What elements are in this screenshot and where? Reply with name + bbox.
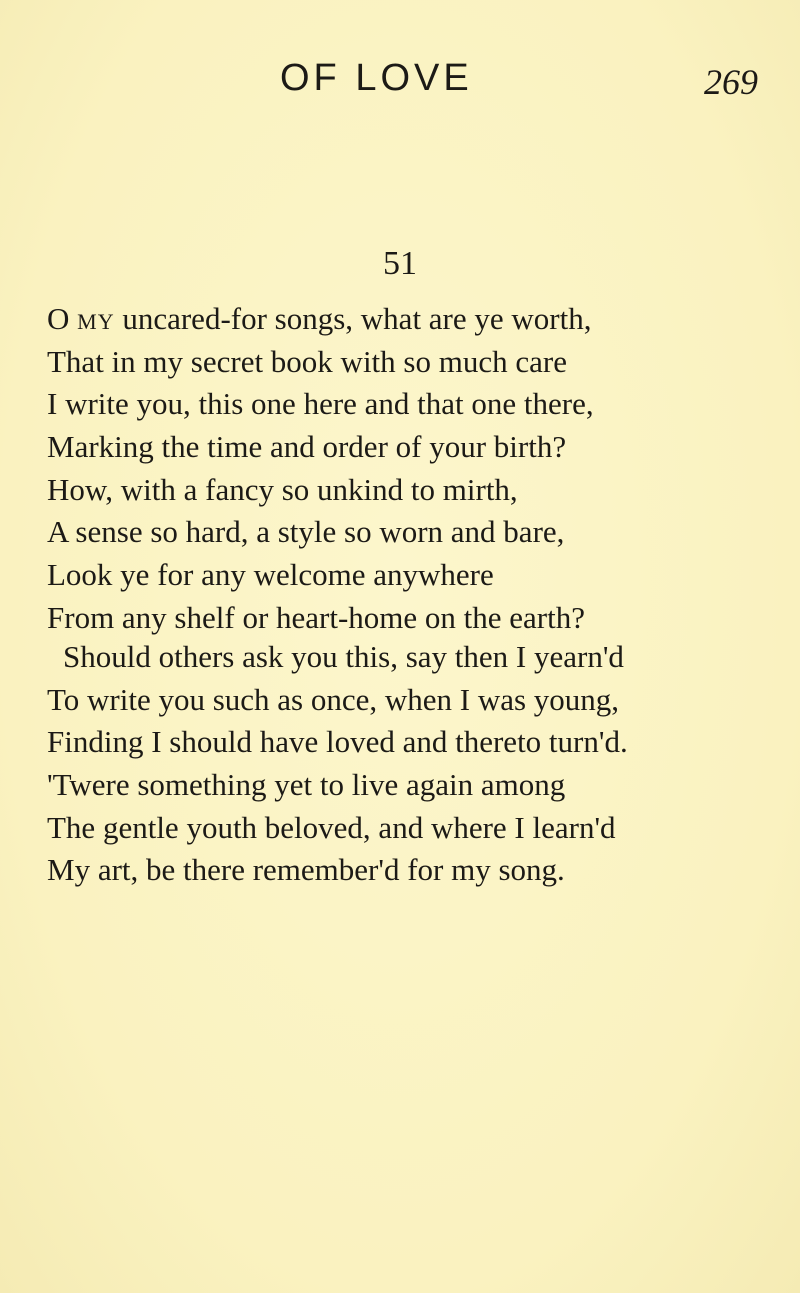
poem-line: Marking the time and order of your birth? bbox=[47, 429, 567, 465]
poem-line bbox=[47, 298, 594, 341]
poem-line: From any shelf or heart-home on the earth? bbox=[47, 599, 586, 635]
stanza-1 bbox=[47, 298, 594, 640]
poem-number: 51 bbox=[383, 245, 417, 282]
poem-line: To write you such as once, when I was young, bbox=[47, 681, 620, 717]
first-line-text: uncared-for songs, what are ye worth, bbox=[114, 301, 592, 336]
poem-line: A sense so hard, a style so worn and bare, bbox=[47, 514, 565, 550]
poem-line: How, with a fancy so unkind to mirth, bbox=[47, 471, 518, 507]
poem-line: 'Twere something yet to live again among bbox=[47, 767, 566, 803]
poem-line: I write you, this one here and that one there, bbox=[47, 386, 594, 422]
running-title: OF LOVE bbox=[280, 57, 473, 99]
poem-line: Finding I should have loved and thereto turn'd. bbox=[47, 724, 628, 760]
poem-line: Look ye for any welcome anywhere bbox=[47, 557, 494, 593]
small-caps-word: my bbox=[77, 301, 115, 336]
poem-line: The gentle youth beloved, and where I learn'd bbox=[47, 809, 616, 845]
poem-line: My art, be there remember'd for my song. bbox=[47, 852, 565, 888]
poem-line: That in my secret book with so much care bbox=[47, 343, 567, 379]
initial-letter: O bbox=[47, 301, 70, 336]
stanza-2 bbox=[47, 636, 628, 892]
page-number: 269 bbox=[704, 62, 758, 102]
running-head bbox=[0, 56, 800, 106]
poem-line: Should others ask you this, say then I yearn'd bbox=[63, 639, 624, 674]
